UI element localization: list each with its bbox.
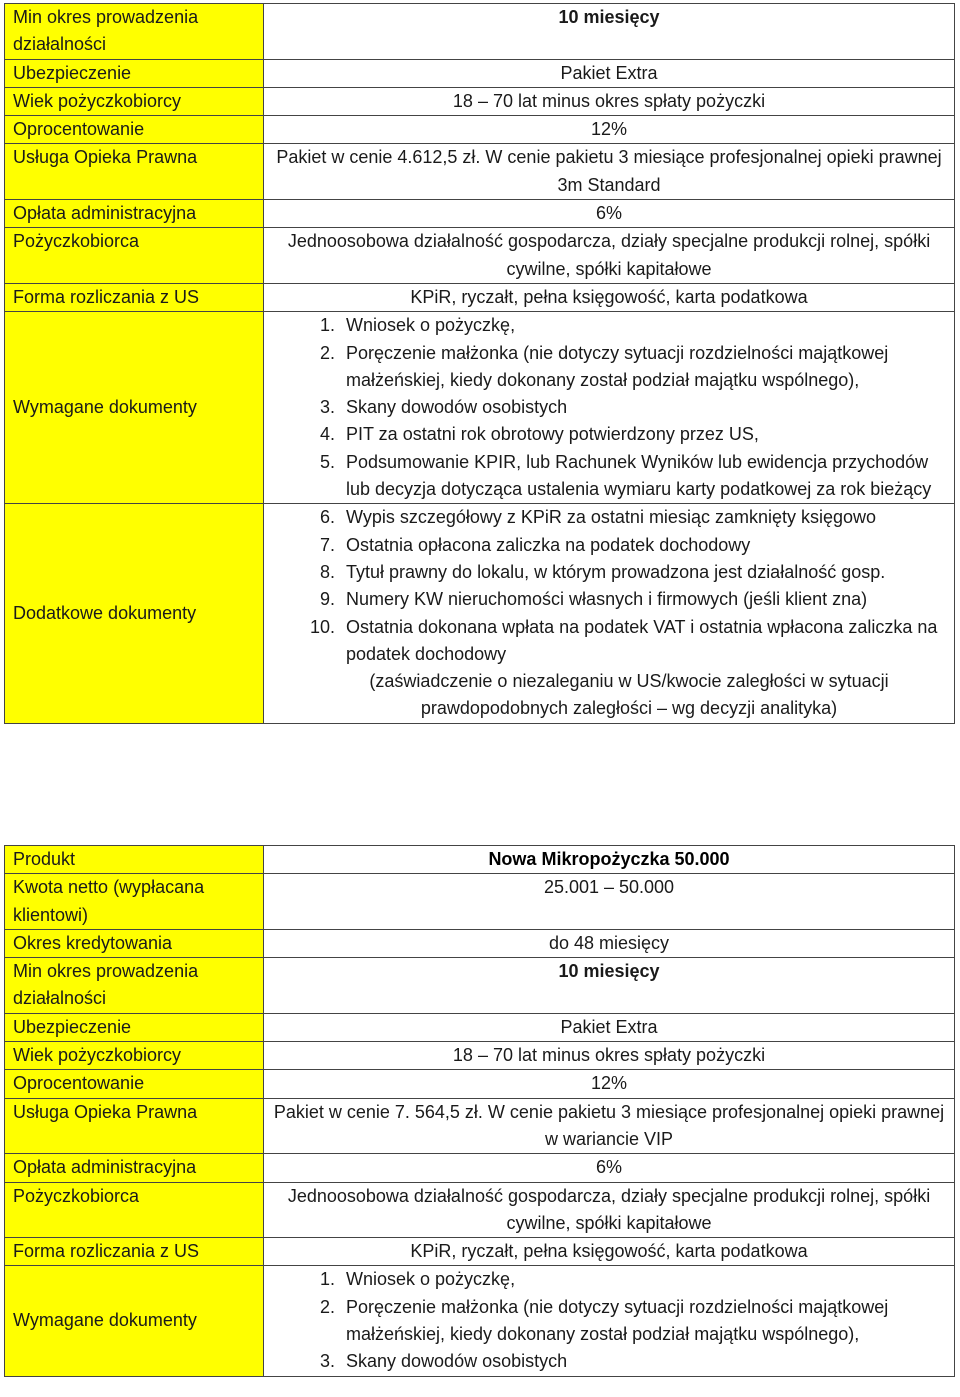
required-docs-cell bbox=[264, 312, 955, 504]
row-label: Wymagane dokumenty bbox=[5, 1266, 264, 1376]
required-docs-cell bbox=[264, 1266, 955, 1376]
table-row bbox=[5, 1154, 955, 1182]
list-item: 2. Poręczenie małżonka (nie dotyczy sytuacji rozdzielności majątkowej małżeńskiej, kiedy dokonany został podział majątku wspólnego), bbox=[340, 1294, 946, 1349]
row-value: KPiR, ryczałt, pełna księgowość, karta podatkowa bbox=[264, 1238, 955, 1266]
product-name: Nowa Mikropożyczka 50.000 bbox=[264, 846, 955, 874]
row-label: Pożyczkobiorca bbox=[5, 228, 264, 284]
table-row bbox=[5, 929, 955, 957]
row-label: Min okres prowadzenia działalności bbox=[5, 4, 264, 60]
row-value: Pakiet w cenie 4.612,5 zł. W cenie pakietu 3 miesiące profesjonalnej opieki prawnej 3m Standard bbox=[264, 144, 955, 200]
list-item: 6. Wypis szczegółowy z KPiR za ostatni miesiąc zamknięty księgowo bbox=[340, 504, 946, 531]
table-row bbox=[5, 228, 955, 284]
row-value: 25.001 – 50.000 bbox=[264, 874, 955, 930]
list-item: 3. Skany dowodów osobistych bbox=[340, 1348, 946, 1375]
row-value: do 48 miesięcy bbox=[264, 929, 955, 957]
additional-docs-list bbox=[272, 504, 946, 668]
row-label: Produkt bbox=[5, 846, 264, 874]
row-value: Jednoosobowa działalność gospodarcza, działy specjalne produkcji rolnej, spółki cywilne, spółki kapitałowe bbox=[264, 1182, 955, 1238]
list-item: 10. Ostatnia dokonana wpłata na podatek VAT i ostatnia wpłacona zaliczka na podatek dochodowy bbox=[340, 614, 946, 669]
table-row bbox=[5, 4, 955, 60]
loan-terms-table-2 bbox=[4, 845, 955, 1377]
required-docs-list bbox=[272, 1266, 946, 1375]
table-row-required-docs bbox=[5, 312, 955, 504]
table-row-product bbox=[5, 846, 955, 874]
row-value: Pakiet Extra bbox=[264, 1013, 955, 1041]
table-row bbox=[5, 1182, 955, 1238]
row-label: Forma rozliczania z US bbox=[5, 1238, 264, 1266]
row-value: Pakiet w cenie 7. 564,5 zł. W cenie pakietu 3 miesiące profesjonalnej opieki prawnej w wariancie VIP bbox=[264, 1098, 955, 1154]
row-value: 6% bbox=[264, 1154, 955, 1182]
table-row bbox=[5, 874, 955, 930]
row-label: Usługa Opieka Prawna bbox=[5, 144, 264, 200]
list-item: 2. Poręczenie małżonka (nie dotyczy sytuacji rozdzielności majątkowej małżeńskiej, kiedy dokonany został podział majątku wspólnego), bbox=[340, 340, 946, 395]
list-item: 5. Podsumowanie KPIR, lub Rachunek Wyników lub ewidencja przychodów lub decyzja dotycząca ustalenia wymiaru karty podatkowej za rok bieżący bbox=[340, 449, 946, 504]
table-row bbox=[5, 1042, 955, 1070]
row-value: 18 – 70 lat minus okres spłaty pożyczki bbox=[264, 1042, 955, 1070]
row-value: 12% bbox=[264, 1070, 955, 1098]
additional-docs-note: (zaświadczenie o niezaleganiu w US/kwocie zaległości w sytuacji prawdopodobnych zaległości – wg decyzji analityka) bbox=[369, 671, 889, 719]
row-label: Usługa Opieka Prawna bbox=[5, 1098, 264, 1154]
row-value: 12% bbox=[264, 116, 955, 144]
row-label: Opłata administracyjna bbox=[5, 200, 264, 228]
row-label: Ubezpieczenie bbox=[5, 1013, 264, 1041]
row-value: 18 – 70 lat minus okres spłaty pożyczki bbox=[264, 87, 955, 115]
table-row bbox=[5, 283, 955, 311]
row-label: Oprocentowanie bbox=[5, 1070, 264, 1098]
row-label: Ubezpieczenie bbox=[5, 59, 264, 87]
row-value: Jednoosobowa działalność gospodarcza, działy specjalne produkcji rolnej, spółki cywilne, spółki kapitałowe bbox=[264, 228, 955, 284]
row-value: 10 miesięcy bbox=[264, 4, 955, 60]
table-row bbox=[5, 116, 955, 144]
list-item: 1. Wniosek o pożyczkę, bbox=[340, 1266, 946, 1293]
table-row bbox=[5, 1098, 955, 1154]
table-row bbox=[5, 87, 955, 115]
row-label: Kwota netto (wypłacana klientowi) bbox=[5, 874, 264, 930]
row-label: Pożyczkobiorca bbox=[5, 1182, 264, 1238]
table-row-required-docs bbox=[5, 1266, 955, 1376]
row-label: Min okres prowadzenia działalności bbox=[5, 958, 264, 1014]
table-row bbox=[5, 144, 955, 200]
list-item: 7. Ostatnia opłacona zaliczka na podatek dochodowy bbox=[340, 532, 946, 559]
required-docs-list bbox=[272, 312, 946, 503]
table-row bbox=[5, 200, 955, 228]
list-item: 4. PIT za ostatni rok obrotowy potwierdzony przez US, bbox=[340, 421, 946, 448]
row-value: 6% bbox=[264, 200, 955, 228]
row-label: Opłata administracyjna bbox=[5, 1154, 264, 1182]
table-row bbox=[5, 1013, 955, 1041]
row-label: Wiek pożyczkobiorcy bbox=[5, 1042, 264, 1070]
row-label: Forma rozliczania z US bbox=[5, 283, 264, 311]
row-label: Wiek pożyczkobiorcy bbox=[5, 87, 264, 115]
loan-terms-table-1 bbox=[4, 3, 955, 724]
table-row bbox=[5, 1238, 955, 1266]
row-label: Dodatkowe dokumenty bbox=[5, 504, 264, 723]
list-item: 3. Skany dowodów osobistych bbox=[340, 394, 946, 421]
additional-docs-cell bbox=[264, 504, 955, 723]
table-row bbox=[5, 958, 955, 1014]
row-value: 10 miesięcy bbox=[264, 958, 955, 1014]
list-item: 9. Numery KW nieruchomości własnych i firmowych (jeśli klient zna) bbox=[340, 586, 946, 613]
row-value: KPiR, ryczałt, pełna księgowość, karta podatkowa bbox=[264, 283, 955, 311]
list-item: 8. Tytuł prawny do lokalu, w którym prowadzona jest działalność gosp. bbox=[340, 559, 946, 586]
table-row bbox=[5, 1070, 955, 1098]
list-item: 1. Wniosek o pożyczkę, bbox=[340, 312, 946, 339]
row-label: Wymagane dokumenty bbox=[5, 312, 264, 504]
row-value: Pakiet Extra bbox=[264, 59, 955, 87]
row-label: Oprocentowanie bbox=[5, 116, 264, 144]
row-label: Okres kredytowania bbox=[5, 929, 264, 957]
table-row bbox=[5, 59, 955, 87]
table-row-additional-docs bbox=[5, 504, 955, 723]
